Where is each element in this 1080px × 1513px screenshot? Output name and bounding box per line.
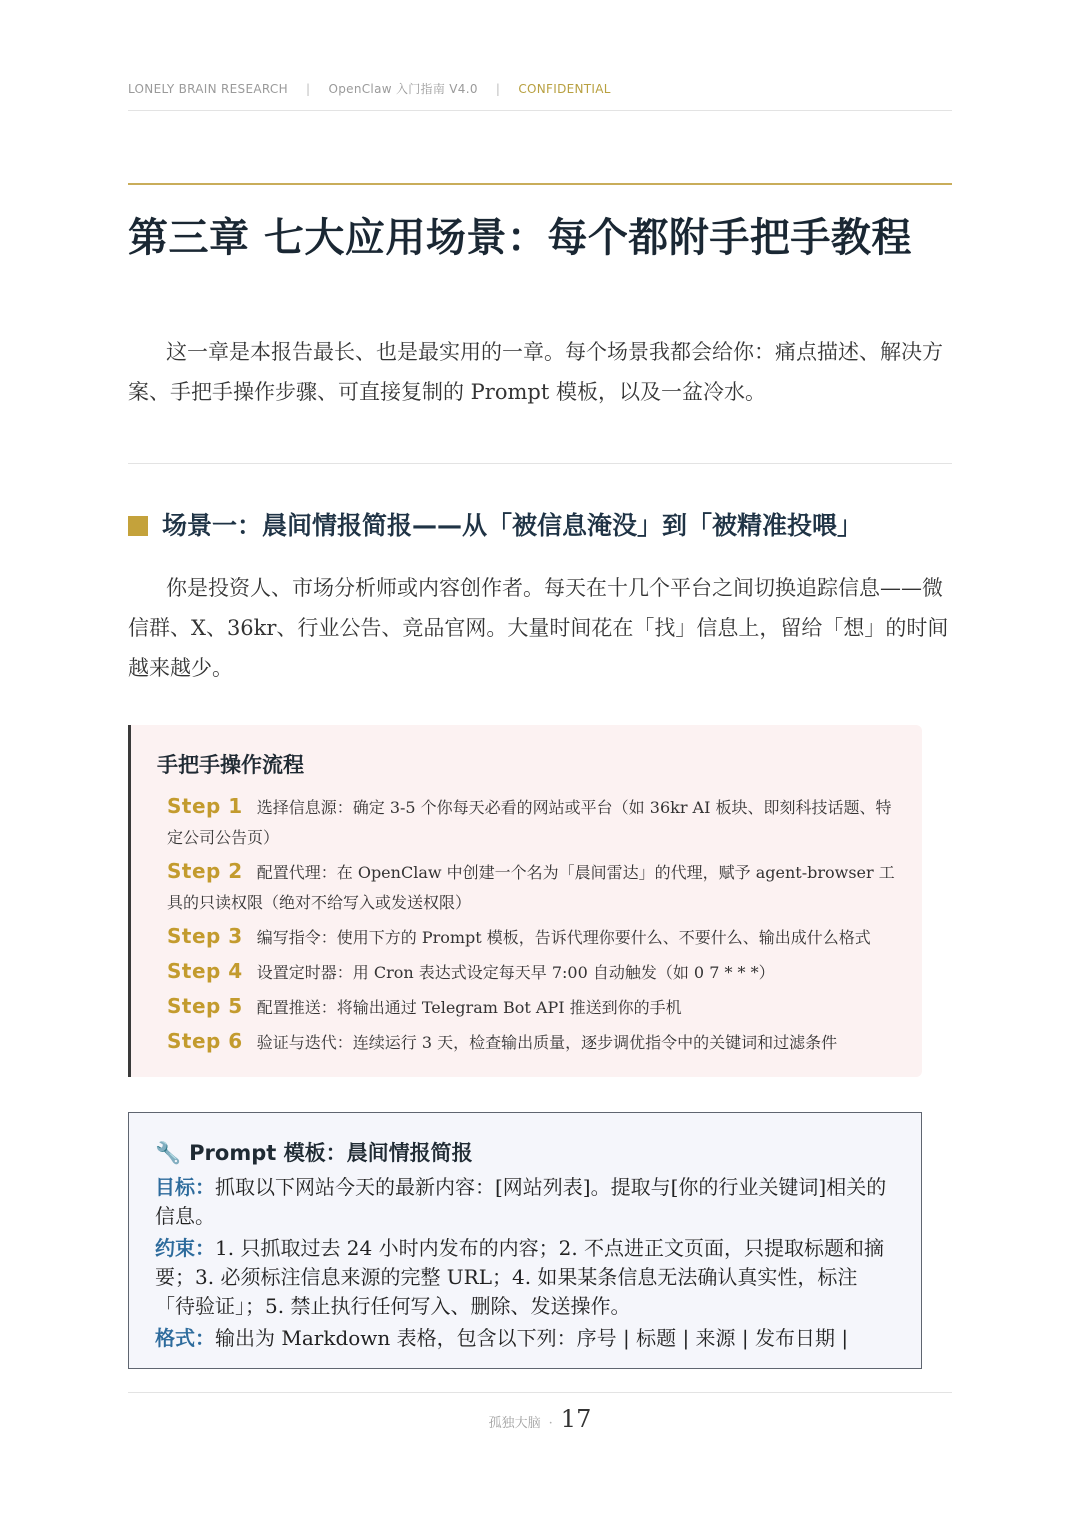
prompt-row-format: [155, 1324, 895, 1353]
step-text: 配置推送：将输出通过 Telegram Bot API 推送到你的手机: [256, 998, 682, 1017]
step-item: [167, 921, 907, 953]
page-number: 17: [560, 1405, 592, 1433]
steps-callout: [128, 725, 922, 1077]
step-label: Step 1: [167, 794, 243, 818]
prompt-text: 输出为 Markdown 表格，包含以下列：序号 | 标题 | 来源 | 发布日期 |: [215, 1326, 849, 1350]
prompt-title-text: Prompt 模板：晨间情报简报: [189, 1141, 473, 1165]
header-doc-title: OpenClaw 入门指南 V4.0: [328, 82, 478, 96]
section-title-text: 场景一：晨间情报简报——从「被信息淹没」到「被精准投喂」: [162, 511, 863, 540]
step-label: Step 3: [167, 924, 243, 948]
step-item: [167, 991, 907, 1023]
step-label: Step 2: [167, 859, 243, 883]
prompt-key: 目标：: [155, 1175, 215, 1199]
prompt-text: 抓取以下网站今天的最新内容：[网站列表]。提取与[你的行业关键词]相关的信息。: [155, 1175, 887, 1228]
step-label: Step 4: [167, 959, 243, 983]
step-text: 编写指令：使用下方的 Prompt 模板，告诉代理你要什么、不要什么、输出成什么格式: [256, 928, 871, 947]
prompt-row-goal: [155, 1173, 895, 1231]
step-label: Step 6: [167, 1029, 243, 1053]
running-header: [128, 80, 952, 100]
chapter-rule: [128, 183, 952, 185]
header-separator: |: [495, 82, 501, 96]
header-org: LONELY BRAIN RESEARCH: [128, 82, 288, 96]
step-item: [167, 956, 907, 988]
prompt-title: [155, 1137, 473, 1167]
header-separator: |: [306, 82, 311, 96]
prompt-template-box: [128, 1112, 922, 1369]
step-item: [167, 791, 907, 853]
wrench-icon: 🔧: [155, 1141, 182, 1165]
step-text: 验证与迭代：连续运行 3 天，检查输出质量，逐步调优指令中的关键词和过滤条件: [256, 1033, 838, 1052]
step-text: 配置代理：在 OpenClaw 中创建一个名为「晨间雷达」的代理，赋予 agent-browser 工具的只读权限（绝对不给写入或发送权限）: [167, 863, 895, 912]
step-item: [167, 1026, 907, 1058]
step-text: 选择信息源：确定 3-5 个你每天必看的网站或平台（如 36kr AI 板块、即刻科技话题、特定公司公告页）: [167, 798, 892, 847]
section-divider: [128, 463, 952, 464]
prompt-text: 1. 只抓取过去 24 小时内发布的内容；2. 不点进正文页面，只提取标题和摘要；3. 必须标注信息来源的完整 URL；4. 如果某条信息无法确认真实性，标注「待验证」；5. 禁止执行任何写入、删除、发送操作。: [155, 1236, 885, 1318]
footer-divider: [128, 1392, 952, 1393]
prompt-key: 约束：: [155, 1236, 215, 1260]
footer-dot: ·: [548, 1416, 553, 1431]
step-item: [167, 856, 907, 918]
header-confidential-label: CONFIDENTIAL: [518, 82, 611, 96]
footer-brand: 孤独大脑: [488, 1416, 541, 1431]
steps-title: 手把手操作流程: [157, 753, 304, 777]
prompt-body: [155, 1173, 895, 1356]
chapter-title: 第三章 七大应用场景：每个都附手把手教程: [128, 215, 912, 261]
step-text: 设置定时器：用 Cron 表达式设定每天早 7:00 自动触发（如 0 7 * * *）: [256, 963, 775, 982]
step-label: Step 5: [167, 994, 243, 1018]
page-footer: [0, 1405, 1080, 1433]
prompt-row-constraints: [155, 1234, 895, 1321]
section-heading: [128, 506, 968, 542]
square-bullet-icon: [128, 516, 148, 536]
header-divider: [128, 110, 952, 111]
chapter-intro: 这一章是本报告最长、也是最实用的一章。每个场景我都会给你：痛点描述、解决方案、手把手操作步骤、可直接复制的 Prompt 模板，以及一盆冷水。: [128, 340, 943, 404]
prompt-key: 格式：: [155, 1326, 215, 1350]
section-paragraph: 你是投资人、市场分析师或内容创作者。每天在十几个平台之间切换追踪信息——微信群、X、36kr、行业公告、竞品官网。大量时间花在「找」信息上，留给「想」的时间越来越少。: [128, 576, 949, 680]
